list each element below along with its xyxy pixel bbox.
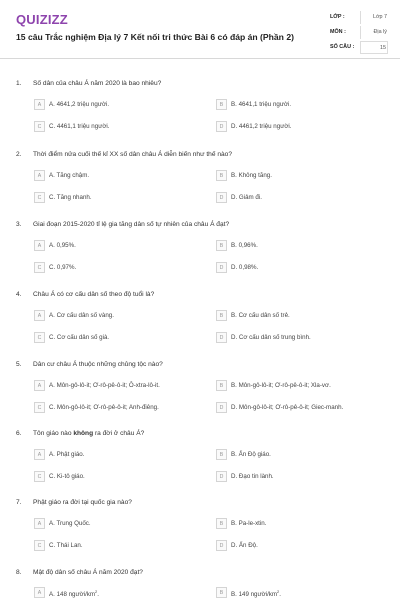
question-text: Số dân của châu Á năm 2020 là bao nhiêu? <box>33 80 162 87</box>
option-text: D. Môn-gô-lô-it; Ơ-rô-pê-ô-it; Giec-manh. <box>231 404 344 411</box>
question-text: Mật độ dân số châu Á năm 2020 đạt? <box>33 569 143 576</box>
option-letter-box[interactable]: A <box>34 449 45 460</box>
option-text: D. Cơ cấu dân số trung bình. <box>231 334 311 341</box>
option-text: C. Ki-tô giáo. <box>49 473 85 480</box>
option-letter-box[interactable]: C <box>34 402 45 413</box>
option-letter-box[interactable]: D <box>216 402 227 413</box>
option-letter-box[interactable]: A <box>34 518 45 529</box>
option-letter-box[interactable]: B <box>216 170 227 181</box>
option-letter-box[interactable]: D <box>216 332 227 343</box>
option-letter-box[interactable]: B <box>216 240 227 251</box>
meta-subject <box>330 26 390 41</box>
meta-value: Lớp 7 <box>360 11 388 24</box>
question-number: 6. <box>16 430 22 437</box>
option-letter-box[interactable]: D <box>216 192 227 203</box>
option-letter-box[interactable]: C <box>34 540 45 551</box>
option-letter-box[interactable]: B <box>216 310 227 321</box>
option-text: A. Môn-gô-lô-it; Ơ-rô-pê-ô-it; Ô-xtra-lô-it. <box>49 382 160 389</box>
meta-grade <box>330 11 390 26</box>
option-letter-box[interactable]: B <box>216 449 227 460</box>
option-text <box>49 589 99 598</box>
option-letter-box[interactable]: C <box>34 121 45 132</box>
option-letter-box[interactable]: B <box>216 380 227 391</box>
option-letter-box[interactable]: B <box>216 587 227 598</box>
question-text-emphasis: không <box>73 430 94 437</box>
question-number: 5. <box>16 361 22 368</box>
option-letter-box[interactable]: A <box>34 170 45 181</box>
option-letter-box[interactable]: C <box>34 262 45 273</box>
option-letter-box[interactable]: A <box>34 240 45 251</box>
option-text: B. Cơ cấu dân số trẻ. <box>231 312 290 319</box>
option-text: A. Tăng chậm. <box>49 172 90 179</box>
option-text: C. Tăng nhanh. <box>49 194 92 201</box>
option-text: A. Trung Quốc. <box>49 520 91 527</box>
question-number: 2. <box>16 151 22 158</box>
question-text-pre: Tôn giáo nào <box>33 430 74 437</box>
option-text: C. 0,97%. <box>49 264 77 271</box>
question-text <box>33 430 144 437</box>
question-number: 1. <box>16 80 22 87</box>
option-letter-box[interactable]: C <box>34 332 45 343</box>
question-number: 7. <box>16 499 22 506</box>
option-text: D. Ấn Độ. <box>231 542 258 549</box>
option-text: B. 4641,1 triệu người. <box>231 101 292 108</box>
option-text: C. 4461,1 triệu người. <box>49 123 110 130</box>
question-number: 3. <box>16 221 22 228</box>
superscript: 2 <box>277 589 280 594</box>
question-text: Thời điểm nửa cuối thế kỉ XX số dân châu Á diễn biến như thế nào? <box>33 151 233 158</box>
option-text <box>231 589 281 598</box>
option-text: C. Cơ cấu dân số già. <box>49 334 110 341</box>
option-text-main: B. 149 người/km <box>231 591 278 599</box>
option-text-main: A. 148 người/km <box>49 591 96 599</box>
worksheet-header <box>0 0 400 59</box>
option-text: D. Đạo tin lành. <box>231 473 274 480</box>
question-text-post: ra đời ở châu Á? <box>93 430 145 437</box>
option-text: C. Thái Lan. <box>49 542 83 549</box>
meta-value: 15 <box>360 41 388 54</box>
meta-panel <box>330 11 390 56</box>
meta-value: Địa lý <box>360 26 388 39</box>
option-letter-box[interactable]: D <box>216 471 227 482</box>
option-letter-box[interactable]: B <box>216 99 227 110</box>
option-letter-box[interactable]: D <box>216 121 227 132</box>
quizizz-logo: QUIZIZZ <box>16 12 68 27</box>
option-letter-box[interactable]: D <box>216 262 227 273</box>
option-letter-box[interactable]: A <box>34 310 45 321</box>
option-text: D. 4461,2 triệu người. <box>231 123 292 130</box>
meta-label: LỚP : <box>330 14 345 20</box>
option-text: C. Môn-gô-lô-it; Ơ-rô-pê-ô-it; Anh-điêng. <box>49 404 159 411</box>
question-number: 4. <box>16 291 22 298</box>
option-text-tail: . <box>279 591 282 599</box>
option-text: A. 0,95%. <box>49 242 76 249</box>
option-text: B. Không tăng. <box>231 172 272 179</box>
question-text: Dân cư châu Á thuộc những chủng tộc nào? <box>33 361 163 368</box>
meta-label: SỐ CÂU : <box>330 44 355 50</box>
option-letter-box[interactable]: D <box>216 540 227 551</box>
meta-label: MÔN : <box>330 29 346 35</box>
superscript: 2 <box>95 589 98 594</box>
option-letter-box[interactable]: C <box>34 192 45 203</box>
option-letter-box[interactable]: B <box>216 518 227 529</box>
question-number: 8. <box>16 569 22 576</box>
option-letter-box[interactable]: C <box>34 471 45 482</box>
question-text: Giai đoạn 2015-2020 tỉ lệ gia tăng dân số tự nhiên của châu Á đạt? <box>33 221 230 228</box>
option-text: A. Cơ cấu dân số vàng. <box>49 312 114 319</box>
option-text: B. Môn-gô-lô-it; Ơ-rô-pê-ô-it; Xla-vơ. <box>231 382 331 389</box>
option-text: B. Ấn Độ giáo. <box>231 451 271 458</box>
question-text: Châu Á có cơ cấu dân số theo độ tuổi là? <box>33 291 155 298</box>
option-letter-box[interactable]: A <box>34 380 45 391</box>
option-text: A. Phật giáo. <box>49 451 85 458</box>
option-text-tail: . <box>97 591 100 599</box>
option-text: D. 0,98%. <box>231 264 259 271</box>
option-letter-box[interactable]: A <box>34 99 45 110</box>
option-text: D. Giảm đi. <box>231 194 262 201</box>
option-text: A. 4641,2 triệu người. <box>49 101 110 108</box>
question-text: Phật giáo ra đời tại quốc gia nào? <box>33 499 132 506</box>
option-text: B. Pa-le-xtin. <box>231 520 267 527</box>
meta-question-count <box>330 41 390 56</box>
option-letter-box[interactable]: A <box>34 587 45 598</box>
page-title: 15 câu Trắc nghiệm Địa lý 7 Kết nối tri thức Bài 6 có đáp án (Phần 2) <box>16 32 294 42</box>
option-text: B. 0,96%. <box>231 242 258 249</box>
